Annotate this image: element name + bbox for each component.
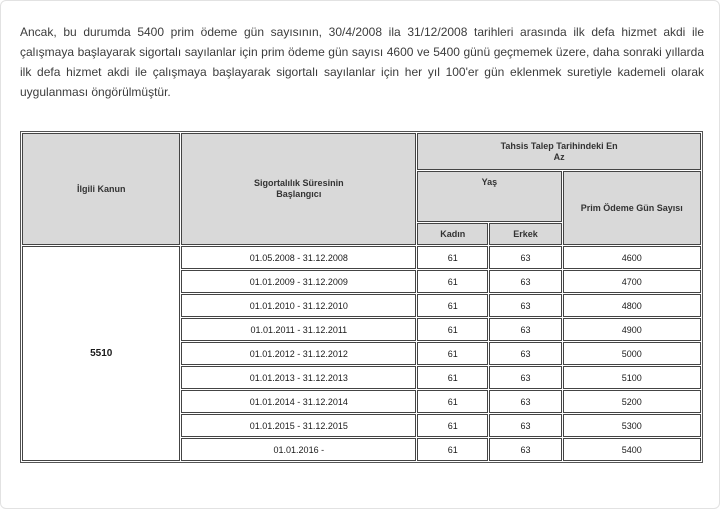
women-age-cell: 61 (417, 366, 488, 389)
premium-days-cell: 5200 (563, 390, 701, 413)
header-premium-days: Prim Ödeme Gün Sayısı (563, 171, 701, 245)
women-age-cell: 61 (417, 342, 488, 365)
premium-days-cell: 4600 (563, 246, 701, 269)
men-age-cell: 63 (489, 390, 561, 413)
women-age-cell: 61 (417, 390, 488, 413)
period-cell: 01.01.2011 - 31.12.2011 (181, 318, 416, 341)
header-insurance-start-label: Sigortalılık Süresinin Başlangıcı (254, 178, 344, 199)
period-cell: 01.01.2012 - 31.12.2012 (181, 342, 416, 365)
period-cell: 01.01.2010 - 31.12.2010 (181, 294, 416, 317)
period-cell: 01.01.2009 - 31.12.2009 (181, 270, 416, 293)
header-retirement-request (417, 133, 701, 170)
header-retirement-request-label: Tahsis Talep Tarihindeki En Az (500, 140, 618, 162)
period-cell: 01.01.2016 - (181, 438, 416, 461)
period-cell: 01.01.2015 - 31.12.2015 (181, 414, 416, 437)
men-age-cell: 63 (489, 270, 561, 293)
premium-days-cell: 5100 (563, 366, 701, 389)
women-age-cell: 61 (417, 246, 488, 269)
period-cell: 01.05.2008 - 31.12.2008 (181, 246, 416, 269)
period-cell: 01.01.2014 - 31.12.2014 (181, 390, 416, 413)
header-women: Kadın (417, 223, 488, 245)
men-age-cell: 63 (489, 366, 561, 389)
table-row (22, 246, 701, 269)
men-age-cell: 63 (489, 414, 561, 437)
retirement-schedule-table (20, 131, 703, 463)
period-cell: 01.01.2013 - 31.12.2013 (181, 366, 416, 389)
women-age-cell: 61 (417, 414, 488, 437)
men-age-cell: 63 (489, 342, 561, 365)
law-cell: 5510 (22, 246, 180, 461)
header-men: Erkek (489, 223, 561, 245)
premium-days-cell: 4700 (563, 270, 701, 293)
header-age: Yaş (417, 171, 561, 222)
premium-days-cell: 4900 (563, 318, 701, 341)
premium-days-cell: 5400 (563, 438, 701, 461)
women-age-cell: 61 (417, 270, 488, 293)
women-age-cell: 61 (417, 318, 488, 341)
men-age-cell: 63 (489, 438, 561, 461)
header-law: İlgili Kanun (22, 133, 180, 245)
premium-days-cell: 4800 (563, 294, 701, 317)
men-age-cell: 63 (489, 318, 561, 341)
premium-days-cell: 5300 (563, 414, 701, 437)
women-age-cell: 61 (417, 294, 488, 317)
women-age-cell: 61 (417, 438, 488, 461)
men-age-cell: 63 (489, 294, 561, 317)
table-header (22, 133, 701, 245)
header-insurance-start (181, 133, 416, 245)
table-body (22, 246, 701, 461)
premium-days-cell: 5000 (563, 342, 701, 365)
men-age-cell: 63 (489, 246, 561, 269)
intro-paragraph: Ancak, bu durumda 5400 prim ödeme gün sayısının, 30/4/2008 ila 31/12/2008 tarihleri arasında ilk defa hizmet akdi ile çalışmaya başlayarak sigortalı sayılanlar için prim ödeme gün sayısı 4600 ve 5400 günü geçmemek üzere, daha sonraki yıllarda ilk defa hizmet akdi ile çalışmaya başlayarak sigortalı sayılanlar için her yıl 100'er gün eklenmek suretiyle kademeli olarak uygulanması öngörülmüştür. (20, 25, 704, 99)
